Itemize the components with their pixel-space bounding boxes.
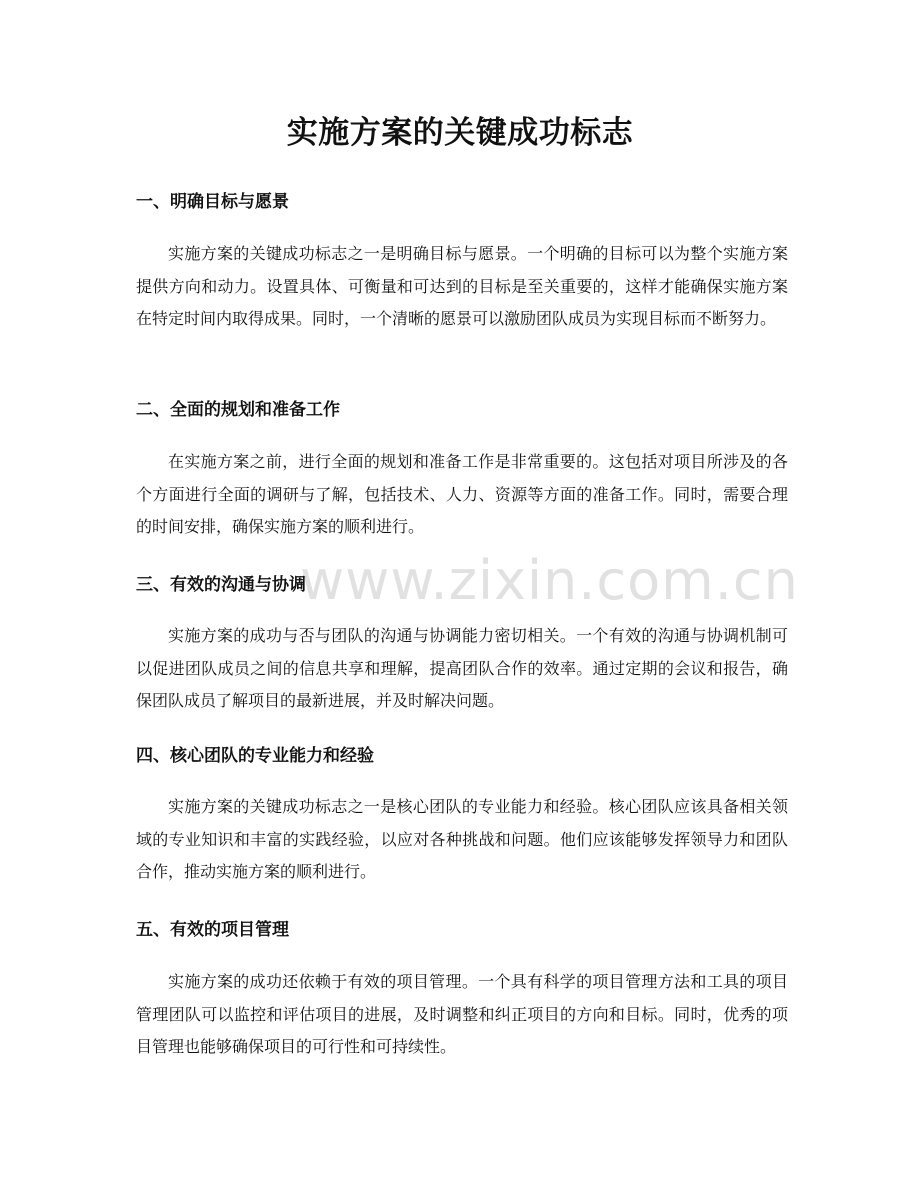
document-title: 实施方案的关键成功标志 xyxy=(286,115,634,151)
section-body-1: 实施方案的关键成功标志之一是明确目标与愿景。一个明确的目标可以为整个实施方案提供方向和动力。设置具体、可衡量和可达到的目标是至关重要的，这样才能确保实施方案在特定时间内取得成果。同时，一个清晰的愿景可以激励团队成员为实现目标而不断努力。 xyxy=(136,244,788,328)
section-heading-5: 五、有效的项目管理 xyxy=(136,920,289,940)
watermark-text: www.zixin.com.cn xyxy=(300,549,799,612)
section-heading-1: 一、明确目标与愿景 xyxy=(136,192,289,212)
section-body-2: 在实施方案之前，进行全面的规划和准备工作是非常重要的。这包括对项目所涉及的各个方面进行全面的调研与了解，包括技术、人力、资源等方面的准备工作。同时，需要合理的时间安排，确保实施方案的顺利进行。 xyxy=(136,452,788,536)
section-body-5: 实施方案的成功还依赖于有效的项目管理。一个具有科学的项目管理方法和工具的项目管理团队可以监控和评估项目的进展，及时调整和纠正项目的方向和目标。同时，优秀的项目管理也能够确保项目的可行性和可持续性。 xyxy=(136,972,788,1056)
section-heading-3: 三、有效的沟通与协调 xyxy=(136,575,306,595)
section-heading-4: 四、核心团队的专业能力和经验 xyxy=(136,746,374,766)
section-body-3: 实施方案的成功与否与团队的沟通与协调能力密切相关。一个有效的沟通与协调机制可以促进团队成员之间的信息共享和理解，提高团队合作的效率。通过定期的会议和报告，确保团队成员了解项目的最新进展，并及时解决问题。 xyxy=(136,626,788,710)
section-heading-2: 二、全面的规划和准备工作 xyxy=(136,400,340,420)
section-body-4: 实施方案的关键成功标志之一是核心团队的专业能力和经验。核心团队应该具备相关领域的专业知识和丰富的实践经验，以应对各种挑战和问题。他们应该能够发挥领导力和团队合作，推动实施方案的顺利进行。 xyxy=(136,797,788,881)
